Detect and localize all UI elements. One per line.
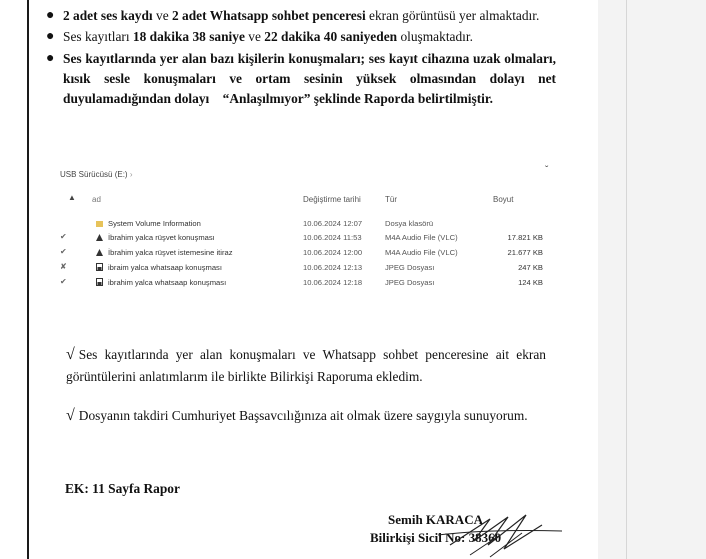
bullet-dot-icon: ● [46, 51, 55, 66]
file-row [58, 276, 558, 290]
file-date: 10.06.2024 11:53 [303, 233, 362, 242]
file-name: System Volume Information [108, 219, 201, 228]
handwritten-mark: ✔ [60, 232, 67, 241]
column-header-name: ad [92, 195, 101, 204]
bullet-text: Ses kayıtlarında yer alan bazı kişilerin konuşmaları; ses kayıt cihazına uzak olmaları, kısık sesle konuşmaları ve ortam sesinin yüksek olmasından dolayı net duyulamadığından dolayı “Anlaşılmıyor” şeklinde Raporda belirtilmiştir. [63, 51, 556, 106]
file-date: 10.06.2024 12:00 [303, 248, 363, 257]
file-type: Dosya klasörü [385, 219, 434, 228]
file-size: 17.821 KB [507, 233, 543, 242]
bullet-item [46, 27, 556, 47]
column-header-date: Değiştirme tarihi [303, 195, 361, 204]
file-date: 10.06.2024 12:13 [303, 263, 363, 272]
bullet-list [46, 6, 556, 109]
column-header-size: Boyut [493, 195, 514, 204]
handwritten-mark: ✔ [60, 277, 67, 286]
side-divider [626, 0, 627, 559]
audio-file-icon [96, 248, 103, 256]
file-size: 21.677 KB [507, 248, 543, 257]
bullet-text: 22 dakika 40 saniyeden [264, 29, 398, 44]
file-size: 247 KB [518, 263, 543, 272]
handwritten-mark: ✔ [60, 247, 67, 256]
file-row [58, 261, 558, 275]
expert-registry-number: Bilirkişi Sicil No: 38360 [370, 530, 502, 545]
bullet-text: Ses kayıtları [63, 29, 133, 44]
bullet-text: 2 adet Whatsapp sohbet penceresi [172, 8, 366, 23]
bullet-text: 18 dakika 38 saniye [132, 29, 245, 44]
side-panel [598, 0, 706, 559]
bullet-text: oluşmaktadır. [397, 29, 473, 44]
bullet-item [46, 49, 556, 109]
signer-name: Semih KARACA [388, 512, 483, 527]
bullet-text: 2 adet ses kaydı [63, 8, 153, 23]
column-header-type: Tür [385, 195, 397, 204]
explorer-path: USB Sürücüsü (E:) › [60, 170, 133, 179]
image-file-icon [96, 263, 103, 271]
file-name: ibrahim yalca whatsaap konuşması [108, 278, 227, 287]
folder-file-icon [96, 219, 103, 227]
paragraph-attachments: √ Ses kayıtlarında yer alan konuşmaları ve Whatsapp sohbet penceresine ait ekran görüntülerini anlatımlarım ile birlikte Bilirkişi Raporuma ekledim. [66, 346, 546, 384]
bullet-dot-icon: ● [46, 29, 55, 44]
file-explorer-screenshot [58, 165, 558, 315]
file-date: 10.06.2024 12:07 [303, 219, 363, 228]
paragraph-submission: √ Dosyanın takdiri Cumhuriyet Başsavcılığınıza ait olmak üzere saygıyla sunuyorum. [66, 407, 528, 424]
bullet-text: ve [244, 29, 265, 44]
page-left-border [27, 0, 29, 559]
image-file-icon [96, 278, 103, 286]
file-name: ibraim yalca whatsaap konuşması [108, 263, 222, 272]
bullet-text: ekran görüntüsü yer almaktadır. [365, 8, 540, 23]
file-row [58, 217, 558, 231]
expand-chevron-icon: ˇ [545, 165, 549, 176]
file-type: JPEG Dosyası [385, 278, 435, 287]
file-size: 124 KB [518, 278, 543, 287]
handwritten-mark: ✘ [60, 262, 67, 271]
bullet-text: ve [152, 8, 172, 23]
file-type: M4A Audio File (VLC) [385, 248, 458, 257]
file-date: 10.06.2024 12:18 [303, 278, 363, 287]
checkmark-icon: √ [66, 407, 75, 424]
file-type: M4A Audio File (VLC) [385, 233, 458, 242]
file-row [58, 246, 558, 260]
checkmark-icon: √ [66, 346, 75, 363]
handwritten-signature [430, 505, 570, 559]
bullet-item [46, 6, 556, 26]
file-name: İbrahim yalca rüşvet istemesine itiraz [108, 248, 233, 257]
bullet-dot-icon: ● [46, 8, 55, 23]
file-name: İbrahim yalca rüşvet konuşması [108, 233, 215, 242]
audio-file-icon [96, 233, 103, 241]
attachment-note: EK: 11 Sayfa Rapor [65, 481, 180, 496]
sort-up-icon: ▲ [68, 193, 76, 202]
file-row [58, 231, 558, 245]
file-type: JPEG Dosyası [385, 263, 435, 272]
